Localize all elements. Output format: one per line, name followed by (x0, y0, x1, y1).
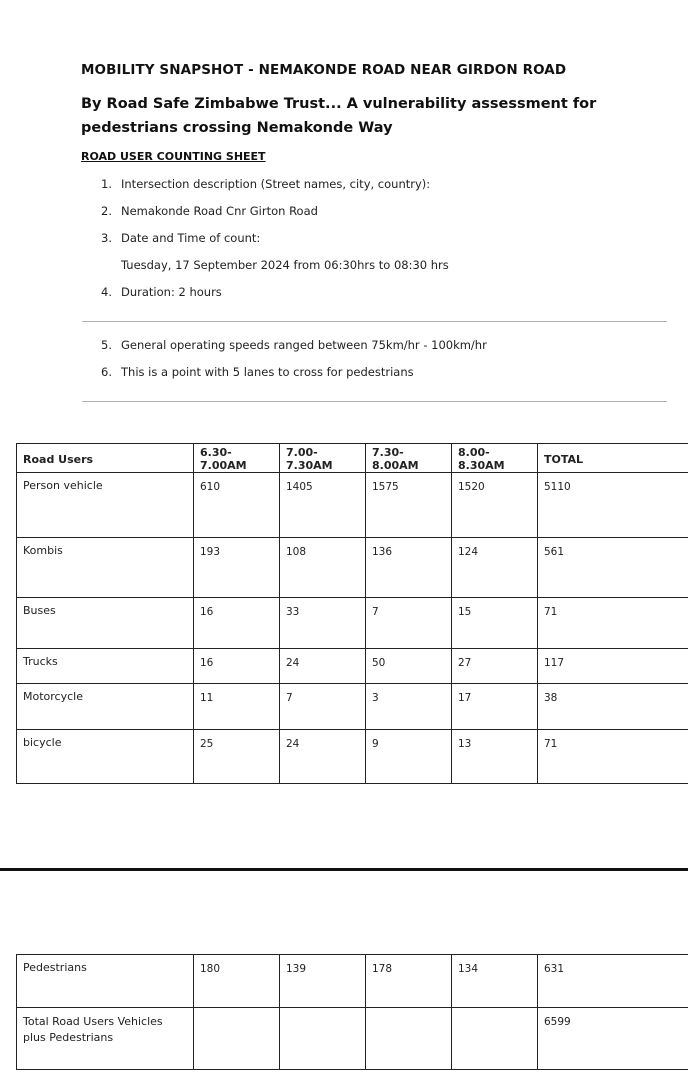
table-row (17, 598, 688, 649)
pedestrian-table (16, 954, 688, 1070)
row-label: Trucks (17, 649, 194, 684)
table-row (17, 538, 688, 598)
table-cell: 134 (452, 955, 538, 1008)
list-item-text: General operating speeds ranged between 75km/hr - 100km/hr (121, 338, 487, 352)
table-cell: 180 (194, 955, 280, 1008)
table-cell: 24 (280, 649, 366, 684)
list-item-text: This is a point with 5 lanes to cross for pedestrians (121, 365, 414, 379)
table-row (17, 684, 688, 730)
table-cell: 124 (452, 538, 538, 598)
list-item-number: 3. (101, 231, 112, 245)
table-cell: 11 (194, 684, 280, 730)
table-row (17, 473, 688, 538)
list-item-text: Tuesday, 17 September 2024 from 06:30hrs to 08:30 hrs (121, 258, 449, 272)
table-row (17, 730, 688, 784)
table-cell: 16 (194, 649, 280, 684)
table-cell: 6599 (538, 1008, 688, 1070)
table-cell: 7 (280, 684, 366, 730)
table-cell: 1405 (280, 473, 366, 538)
table-cell: 13 (452, 730, 538, 784)
table-cell (194, 1008, 280, 1070)
table-cell: 139 (280, 955, 366, 1008)
table-cell: 50 (366, 649, 452, 684)
table-cell: 108 (280, 538, 366, 598)
table-cell (366, 1008, 452, 1070)
table-cell: 24 (280, 730, 366, 784)
list-item (101, 231, 260, 245)
table-row (17, 1008, 688, 1070)
document-subtitle (81, 92, 641, 140)
table-row (17, 955, 688, 1008)
table-cell: 7 (366, 598, 452, 649)
table-row (17, 649, 688, 684)
table-cell: 25 (194, 730, 280, 784)
list-item (101, 365, 414, 379)
column-header: 7.30-8.00AM (366, 444, 452, 473)
row-label: bicycle (17, 730, 194, 784)
list-item (101, 177, 430, 191)
table-cell: 38 (538, 684, 688, 730)
column-header: Road Users (17, 444, 194, 473)
divider (82, 321, 667, 322)
list-item-number: 5. (101, 338, 112, 352)
list-item-text: Nemakonde Road Cnr Girton Road (121, 204, 318, 218)
table-cell: 193 (194, 538, 280, 598)
table-cell (452, 1008, 538, 1070)
table-cell: 178 (366, 955, 452, 1008)
table-cell: 16 (194, 598, 280, 649)
list-item-continuation (121, 258, 449, 272)
section-heading: ROAD USER COUNTING SHEET (81, 150, 266, 163)
subtitle-line-1: By Road Safe Zimbabwe Trust... A vulnerability assessment for (81, 96, 597, 112)
table-cell: 117 (538, 649, 688, 684)
document-title: MOBILITY SNAPSHOT - NEMAKONDE ROAD NEAR GIRDON ROAD (81, 62, 567, 78)
list-item (101, 204, 318, 218)
row-label: Person vehicle (17, 473, 194, 538)
table-cell: 631 (538, 955, 688, 1008)
list-item-text: Intersection description (Street names, city, country): (121, 177, 431, 191)
table-cell: 136 (366, 538, 452, 598)
table-cell: 17 (452, 684, 538, 730)
table-cell (280, 1008, 366, 1070)
table-cell: 3 (366, 684, 452, 730)
page-break-line (0, 868, 688, 871)
row-label: Total Road Users Vehicles plus Pedestrians (17, 1008, 194, 1070)
table-cell: 71 (538, 598, 688, 649)
row-label: Kombis (17, 538, 194, 598)
column-header: 6.30-7.00AM (194, 444, 280, 473)
row-label: Pedestrians (17, 955, 194, 1008)
table-cell: 9 (366, 730, 452, 784)
table-cell: 1520 (452, 473, 538, 538)
counting-table (16, 443, 688, 784)
list-item-number: 1. (101, 177, 112, 191)
column-header: TOTAL (538, 444, 688, 473)
list-item (101, 338, 487, 352)
table-cell: 1575 (366, 473, 452, 538)
column-header: 8.00-8.30AM (452, 444, 538, 473)
row-label: Motorcycle (17, 684, 194, 730)
table-cell: 5110 (538, 473, 688, 538)
row-label: Buses (17, 598, 194, 649)
list-item-number: 2. (101, 204, 112, 218)
table-cell: 15 (452, 598, 538, 649)
subtitle-line-2: pedestrians crossing Nemakonde Way (81, 120, 393, 136)
list-item-number: 6. (101, 365, 112, 379)
list-item-text: Duration: 2 hours (121, 285, 222, 299)
table-cell: 27 (452, 649, 538, 684)
list-item-text: Date and Time of count: (121, 231, 261, 245)
list-item-number: 4. (101, 285, 112, 299)
column-header: 7.00-7.30AM (280, 444, 366, 473)
divider (82, 401, 667, 402)
table-header-row (17, 444, 688, 473)
table-cell: 33 (280, 598, 366, 649)
table-cell: 561 (538, 538, 688, 598)
table-cell: 71 (538, 730, 688, 784)
table-cell: 610 (194, 473, 280, 538)
list-item (101, 285, 222, 299)
